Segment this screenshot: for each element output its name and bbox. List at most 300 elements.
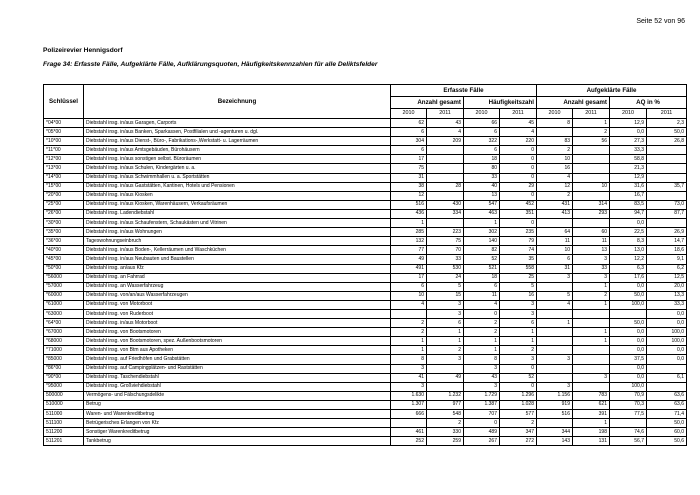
row-value: 1 [391,219,427,228]
table-row [44,364,687,373]
row-value [427,382,464,391]
row-value: 12,9 [610,119,647,128]
row-value: 198 [573,428,610,437]
row-description: Waren- und Warenkreditbetrug [84,410,391,419]
row-key: *71000 [44,346,84,355]
row-value: 1 [500,328,537,337]
row-value: 6 [464,128,500,137]
row-value: 31 [537,264,573,273]
row-value: 60 [573,228,610,237]
row-value: 3 [391,382,427,391]
row-description: Diebstahl insg. in/aus Garagen, Carports [84,119,391,128]
row-value: 140 [464,237,500,246]
row-value [647,364,687,373]
row-value: 430 [427,200,464,209]
row-key: *26*00 [44,209,84,218]
row-value [391,419,427,428]
table-row [44,346,687,355]
row-value: 516 [391,200,427,209]
table-row [44,119,687,128]
row-value: 6 [464,146,500,155]
row-key: 511000 [44,410,84,419]
row-key: *64*00 [44,319,84,328]
row-value: 666 [391,410,427,419]
statistics-table [43,84,687,446]
row-value: 50,6 [647,437,687,446]
row-value: 452 [500,200,537,209]
row-key: *67000 [44,328,84,337]
table-row [44,419,687,428]
table-subtitle: Frage 34: Erfasste Fälle, Aufgeklärte Fälle, Aufklärungsquoten, Häufigkeitskennzahlen für alle Deliktsfelder [43,61,378,68]
row-key: *04*00 [44,119,84,128]
row-key: 511100 [44,419,84,428]
row-value: 1.387 [464,400,500,409]
row-value: 1 [573,119,610,128]
row-description: Diebstahl insg. Taschendiebstahl [84,373,391,382]
row-value: 1 [427,328,464,337]
row-value: 0,0 [610,128,647,137]
row-value [573,164,610,173]
header-aufgeklaerte-faelle: Aufgeklärte Fälle [537,85,687,97]
row-value: 94,7 [610,209,647,218]
row-value: 489 [464,428,500,437]
row-value: 491 [391,264,427,273]
row-value: 12,2 [610,255,647,264]
row-description: Diebstahl insg. in/aus sonstigen selbst. Büroräumen [84,155,391,164]
row-value: 2 [391,319,427,328]
row-value [647,155,687,164]
row-value: 45 [500,119,537,128]
row-value: 0 [500,173,537,182]
row-value: 5 [537,291,573,300]
row-description: Diebstahl insg. in/aus Schwimmhallen u. a. Sportstätten [84,173,391,182]
header-row-groups [44,85,687,97]
row-value: 3 [573,373,610,382]
row-value: 5 [500,282,537,291]
year-label: 2011 [500,109,537,119]
row-value [610,309,647,318]
row-value: 6 [464,282,500,291]
header-description: Bezeichnung [84,85,391,119]
row-value: 1 [573,282,610,291]
row-value: 259 [427,437,464,446]
row-value [573,173,610,182]
row-description: Vermögens- und Fälschungsdelikte [84,391,391,400]
row-value: 60,0 [647,428,687,437]
row-value: 50,0 [610,319,647,328]
table-row [44,282,687,291]
table-row [44,137,687,146]
row-value: 87,7 [647,209,687,218]
row-value [647,173,687,182]
row-value: 4 [537,173,573,182]
row-value: 17,6 [610,273,647,282]
header-anzahl-gesamt-aufgeklaert: Anzahl gesamt [537,97,610,109]
row-value: 0,0 [610,373,647,382]
row-value: 2 [500,419,537,428]
row-description: Diebstahl insg. von/an/aus Wasserfahrzeugen [84,291,391,300]
year-label: 2010 [610,109,647,119]
row-value [537,328,573,337]
row-value [537,337,573,346]
row-value: 302 [464,228,500,237]
row-key: *40*00 [44,246,84,255]
row-value: 100,0 [610,300,647,309]
row-value: 31 [391,173,427,182]
row-value: 43 [427,119,464,128]
row-value [537,219,573,228]
row-value: 1 [391,346,427,355]
row-value: 516 [537,410,573,419]
row-description: Diebstahl insg. in/aus Motorboot [84,319,391,328]
row-value: 0,0 [610,364,647,373]
row-value: 558 [500,264,537,273]
row-key: *30*00 [44,219,84,228]
row-value: 621 [573,400,610,409]
row-value: 521 [464,264,500,273]
row-description: Diebstahl insg. in/aus Neubauten und Baustellen [84,255,391,264]
row-key: *90*00 [44,373,84,382]
row-value [427,219,464,228]
table-row [44,437,687,446]
row-value: 1.296 [500,391,537,400]
row-key: *12*00 [44,155,84,164]
row-value: 8 [537,119,573,128]
row-value: 12 [391,191,427,200]
row-value: 8,3 [610,237,647,246]
row-value: 2 [573,128,610,137]
row-value: 463 [464,209,500,218]
row-description: Diebstahl insg. von Ruderboot [84,309,391,318]
row-value: 10 [537,155,573,164]
row-value: 70,9 [610,391,647,400]
row-value: 3 [500,355,537,364]
row-description: Diebstahl insg. in/aus Schulen, Kindergärten u. a. [84,164,391,173]
row-value: 436 [391,209,427,218]
row-description: Diebstahl insg. in/aus Amtsgebäuden, Bürohäusern [84,146,391,155]
row-value: 56,7 [610,437,647,446]
row-value: 322 [464,137,500,146]
row-value: 1.028 [500,400,537,409]
row-value: 33 [573,264,610,273]
row-value: 6,3 [610,264,647,273]
row-value: 13 [573,246,610,255]
row-value: 2 [464,319,500,328]
row-value: 2 [464,328,500,337]
row-description: Diebstahl insg. an/aus Kfz [84,264,391,273]
row-value: 132 [391,237,427,246]
row-description: Diebstahl insg. Ladendiebstahl [84,209,391,218]
row-description: Tankbetrug [84,437,391,446]
row-value [537,373,573,382]
row-value: 0,0 [610,337,647,346]
table-row [44,319,687,328]
row-value: 1.232 [427,391,464,400]
row-value: 33 [427,255,464,264]
table-row [44,300,687,309]
table-row [44,228,687,237]
row-value: 13 [464,191,500,200]
row-value [427,191,464,200]
row-value: 50,0 [647,419,687,428]
row-description: Diebstahl insg. in/aus Wohnungen [84,228,391,237]
header-erfasste-faelle: Erfasste Fälle [391,85,537,97]
table-row [44,182,687,191]
row-value: 143 [537,437,573,446]
row-value: 3 [537,273,573,282]
row-key: *61000 [44,300,84,309]
row-value: 235 [500,228,537,237]
row-value: 314 [573,200,610,209]
table-row [44,246,687,255]
row-value: 3 [573,255,610,264]
row-value: 0 [500,382,537,391]
row-value: 8 [464,355,500,364]
row-value: 3 [464,382,500,391]
table-row [44,209,687,218]
row-value: 0 [500,164,537,173]
row-value [427,164,464,173]
row-value: 2 [391,328,427,337]
row-value: 11 [464,291,500,300]
row-value: 20,0 [647,282,687,291]
table-row [44,255,687,264]
row-value: 3 [537,382,573,391]
row-value: 577 [500,410,537,419]
row-value: 707 [464,410,500,419]
row-value: 33,3 [647,300,687,309]
table-row [44,200,687,209]
row-value: 74,6 [610,428,647,437]
row-description: Diebstahl insg. auf Friedhöfen und Grabstätten [84,355,391,364]
row-value: 3 [500,309,537,318]
row-value: 12,9 [610,173,647,182]
row-value: 73,0 [647,200,687,209]
row-value: 2 [427,346,464,355]
row-value: 3 [537,355,573,364]
row-value: 12,5 [647,273,687,282]
row-key: *10*00 [44,137,84,146]
row-value: 18 [464,155,500,164]
row-value: 58,8 [610,155,647,164]
table-row [44,328,687,337]
row-value [647,191,687,200]
row-value: 11 [537,237,573,246]
row-value: 43 [464,373,500,382]
row-value: 31,6 [610,182,647,191]
row-value [537,419,573,428]
row-value: 0,0 [647,346,687,355]
row-description: Diebstahl insg. Großviehdiebstahl [84,382,391,391]
row-value [391,309,427,318]
row-value: 63,6 [647,400,687,409]
row-value: 1.156 [537,391,573,400]
row-value: 1 [537,319,573,328]
row-value: 1 [391,337,427,346]
row-value: 79 [500,237,537,246]
row-key: *15*00 [44,182,84,191]
row-value [610,419,647,428]
table-row [44,173,687,182]
row-value: 2 [427,419,464,428]
table-row [44,309,687,318]
row-key: *60000 [44,291,84,300]
row-description: Diebstahl insg. in/aus Kiosken, Warenhäusern, Verkaufsräumen [84,200,391,209]
row-value: 267 [464,437,500,446]
row-value: 41 [391,373,427,382]
row-value: 6 [537,255,573,264]
row-value: 26,9 [647,228,687,237]
row-key: *85000 [44,355,84,364]
row-value: 10 [391,291,427,300]
row-key: *56000 [44,273,84,282]
row-value [537,346,573,355]
row-value [647,382,687,391]
row-value [647,164,687,173]
row-value: 74 [500,246,537,255]
table-row [44,264,687,273]
row-value: 6 [500,319,537,328]
row-value [647,219,687,228]
year-label: 2010 [464,109,500,119]
row-value: 1.630 [391,391,427,400]
row-value: 15 [427,291,464,300]
row-value: 82 [464,246,500,255]
row-description: Diebstahl insg. an Wasserfahrzeug [84,282,391,291]
row-value: 919 [537,400,573,409]
row-value: 6,1 [647,373,687,382]
row-description: Diebstahl insg. an Fahrrad [84,273,391,282]
row-value: 1 [427,337,464,346]
row-value: 0 [500,219,537,228]
row-value: 28 [427,182,464,191]
row-value [573,309,610,318]
row-value: 548 [427,410,464,419]
row-value: 17 [391,155,427,164]
row-description: Tageswohnungseinbruch [84,237,391,246]
row-value: 0,0 [610,282,647,291]
row-value: 4 [464,300,500,309]
row-value: 100,0 [647,328,687,337]
table-row [44,337,687,346]
row-value: 3 [427,355,464,364]
row-value: 3 [500,300,537,309]
table-row [44,373,687,382]
row-value: 18,6 [647,246,687,255]
row-value: 100,0 [610,382,647,391]
row-description: Diebstahl insg. von Bootsmotoren [84,328,391,337]
row-value: 16 [500,291,537,300]
row-value: 33,3 [610,146,647,155]
row-key: 511200 [44,428,84,437]
row-value: 0,0 [610,219,647,228]
row-value: 83,5 [610,200,647,209]
row-value: 6 [427,319,464,328]
year-label: 2011 [647,109,687,119]
row-key: *05*00 [44,128,84,137]
row-value: 783 [573,391,610,400]
row-value: 2 [500,346,537,355]
row-key: *68000 [44,337,84,346]
row-value: 252 [391,437,427,446]
row-key: 511201 [44,437,84,446]
year-label: 2011 [427,109,464,119]
row-value: 0,0 [647,355,687,364]
table-row [44,400,687,409]
row-value: 100,0 [647,337,687,346]
row-value: 64 [537,228,573,237]
row-value: 1 [464,346,500,355]
row-key: *86*00 [44,364,84,373]
row-value: 2 [573,291,610,300]
row-value: 49 [427,373,464,382]
table-row [44,291,687,300]
row-value: 66 [464,119,500,128]
table-row [44,428,687,437]
row-value: 2 [537,191,573,200]
row-value [573,382,610,391]
row-value: 461 [391,428,427,437]
row-value [647,146,687,155]
row-value [573,191,610,200]
row-value [427,146,464,155]
row-value: 547 [464,200,500,209]
row-value [573,155,610,164]
row-value [573,146,610,155]
row-value: 0 [464,309,500,318]
table-row [44,237,687,246]
row-value: 391 [573,410,610,419]
row-value: 1 [464,337,500,346]
row-value [537,282,573,291]
row-value: 344 [537,428,573,437]
row-value [537,364,573,373]
year-label: 2010 [391,109,427,119]
table-row [44,382,687,391]
row-value: 14,7 [647,237,687,246]
row-value [427,173,464,182]
row-value: 4 [427,128,464,137]
row-value: 52 [500,373,537,382]
row-value: 1 [573,419,610,428]
row-description: Diebstahl insg. von Btm aus Apotheken [84,346,391,355]
year-label: 2010 [537,109,573,119]
row-key: *25*00 [44,200,84,209]
row-value: 77,5 [610,410,647,419]
row-value: 3 [391,364,427,373]
row-value: 0 [500,155,537,164]
row-value: 0 [500,146,537,155]
row-value: 4 [391,300,427,309]
row-value: 71,4 [647,410,687,419]
row-value: 4 [537,300,573,309]
row-value: 80 [464,164,500,173]
row-value: 10 [573,182,610,191]
row-key: *50*00 [44,264,84,273]
row-value: 272 [500,437,537,446]
row-key: *20*00 [44,191,84,200]
row-value: 0,0 [610,346,647,355]
row-value: 38 [391,182,427,191]
organization-title: Polizeirevier Hennigsdorf [43,47,123,54]
row-value: 35,7 [647,182,687,191]
row-value: 25 [500,273,537,282]
row-value: 13,3 [647,291,687,300]
row-value: 6 [391,282,427,291]
row-value: 18 [464,273,500,282]
row-key: *36*00 [44,237,84,246]
row-description: Diebstahl insg. in/aus Kiosken [84,191,391,200]
